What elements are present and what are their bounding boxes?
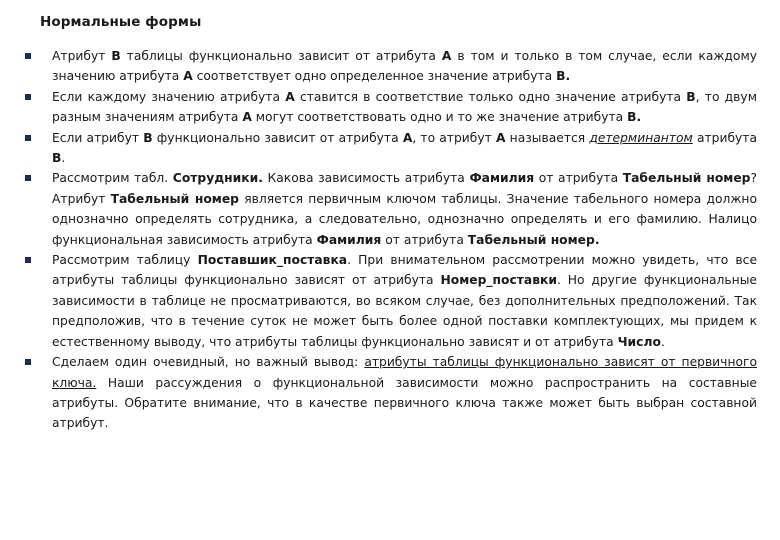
text-run: от атрибута (534, 171, 623, 186)
text-run: В (111, 49, 121, 63)
square-bullet-icon (25, 94, 31, 100)
text-run: ? Атрибут (52, 171, 757, 206)
square-bullet-icon (25, 53, 31, 59)
text-run: Сотрудники. (172, 171, 263, 186)
square-bullet-icon (25, 175, 31, 181)
text-run: соответствует одно определенное значение атрибута (192, 69, 557, 84)
text-run: называется (505, 130, 590, 145)
text-run: Табельный номер (110, 191, 239, 206)
text-run: атрибута (692, 130, 758, 145)
square-bullet-icon (25, 359, 31, 365)
text-run: от атрибута (381, 232, 468, 247)
list-item (21, 87, 757, 128)
list-item (21, 352, 757, 434)
text-run: Если атрибут (52, 130, 144, 145)
square-bullet-icon (25, 257, 31, 263)
text-run: является первичным ключом таблицы. Значение табельного номера должно однозначно определять сотрудника, а следовательно, однозначно определять и его фамилию. Налицо функциональная зависимость атрибута (52, 191, 757, 247)
text-run: Рассмотрим табл. (52, 171, 173, 186)
text-run: А (242, 110, 252, 125)
text-run: Рассмотрим таблицу (52, 253, 198, 268)
text-run: . При внимательном рассмотрении можно увидеть, что все атрибуты таблицы функционально зависят от атрибута (52, 253, 758, 288)
text-run: , то двум разным значениям атрибута (52, 89, 757, 125)
text-run: А (285, 89, 295, 104)
text-run: В (52, 151, 62, 166)
text-run: . (660, 334, 665, 349)
text-run: Фамилия (469, 171, 535, 186)
text-run: . (61, 151, 66, 166)
text-run: в том и только в том случае, если каждому значению атрибута (52, 49, 758, 84)
text-run: Поставшик_поставка (197, 253, 348, 268)
text-run: Если каждому значению атрибута (52, 89, 286, 104)
text-run: функционально зависит от атрибута (152, 130, 403, 145)
square-bullet-icon (25, 135, 31, 141)
text-run: В (686, 89, 696, 104)
text-run: атрибуты таблицы функционально зависят от первичного ключа. (52, 355, 757, 390)
list-item (21, 168, 757, 250)
text-run: Какова зависимость атрибута (262, 171, 470, 186)
text-run: Табельный номер (622, 171, 751, 186)
text-run: , то атрибут (412, 130, 496, 145)
text-run: В. (556, 69, 571, 84)
list-item (21, 128, 757, 169)
text-run: А (183, 69, 193, 84)
text-run: Число (617, 334, 661, 349)
text-run: Фамилия (316, 232, 382, 247)
text-run: Атрибут (52, 49, 112, 63)
page-title: Нормальные формы (40, 14, 202, 30)
bullet-list (21, 46, 757, 434)
list-item (21, 250, 757, 352)
text-run: А (441, 49, 452, 63)
list-item (21, 46, 757, 87)
text-run: А (495, 130, 506, 145)
text-run: Номер_поставки (440, 273, 557, 288)
text-run: А (402, 130, 413, 145)
text-run: могут соответствовать одно и то же значение атрибута (251, 110, 628, 125)
text-run: Сделаем один очевидный, но важный вывод: (52, 355, 365, 370)
text-run: В. (627, 110, 642, 125)
text-run: ставится в соответствие только одно значение атрибута (294, 89, 687, 104)
text-run: таблицы функционально зависит от атрибута (120, 49, 442, 63)
text-run: В (143, 130, 153, 145)
text-run: Табельный номер. (467, 232, 600, 247)
text-run: детерминантом (589, 130, 693, 145)
text-run: . Но другие функциональные зависимости в таблице не просматриваются, во всяком случае, без дополнительных предположений. Так предположив, что в течение суток не может быть более одной поставки комплектующих, мы придем к естественному выводу, что атрибуты таблицы функционально зависят и от атрибута (52, 273, 757, 349)
text-run: Наши рассуждения о функциональной зависимости можно распространить на составные атрибуты. Обратите внимание, что в качестве первичного ключа также может быть выбран составной атрибут. (52, 375, 757, 431)
